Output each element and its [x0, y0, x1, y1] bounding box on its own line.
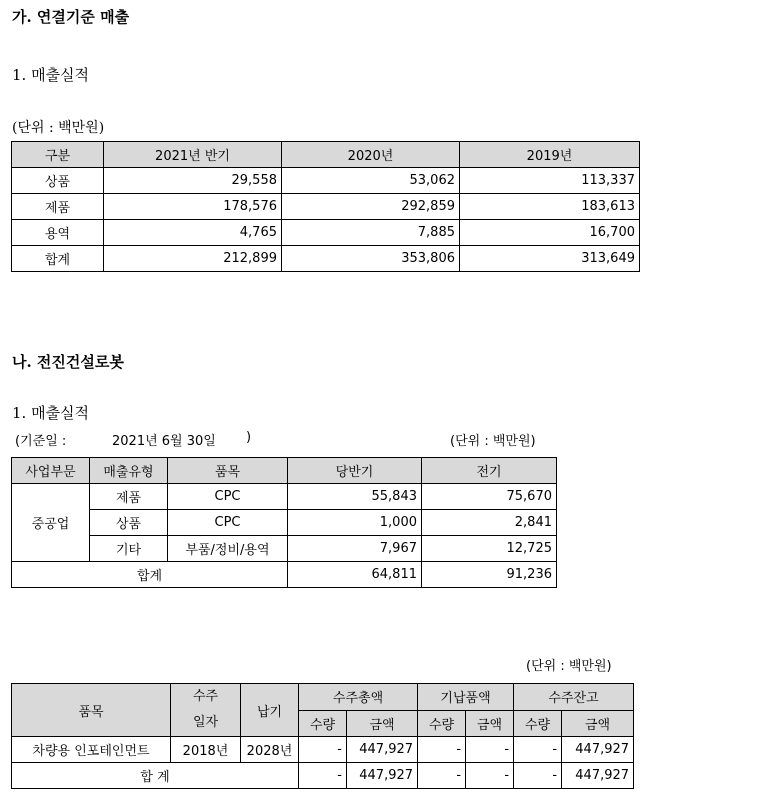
cell-value: 447,927 — [347, 763, 418, 789]
header-sales-type: 매출유형 — [90, 458, 168, 484]
header-2021h1: 2021년 반기 — [104, 142, 282, 168]
due-cell: 2028년 — [241, 737, 299, 763]
division-cell: 중공업 — [12, 484, 90, 562]
item-cell: 차량용 인포테인먼트 — [12, 737, 171, 763]
header-item: 품목 — [12, 684, 171, 737]
table-row — [12, 220, 640, 246]
cell-value: 313,649 — [460, 246, 640, 272]
consolidated-sales-table — [11, 141, 640, 272]
cell-value: 1,000 — [288, 510, 422, 536]
header-order-date: 수주 일자 — [171, 684, 241, 737]
cell-value: - — [299, 763, 347, 789]
cell-value: 447,927 — [562, 763, 634, 789]
cell-value: 447,927 — [347, 737, 418, 763]
header-division: 사업부문 — [12, 458, 90, 484]
section-b-subtitle: 1. 매출실적 — [12, 404, 90, 422]
cell-value: 7,885 — [282, 220, 460, 246]
section-a-title: 가. 연결기준 매출 — [12, 8, 130, 26]
table-row — [12, 168, 640, 194]
table-total-row — [12, 763, 634, 789]
table-row — [12, 194, 640, 220]
table-header-row — [12, 684, 634, 711]
cell-value: 16,700 — [460, 220, 640, 246]
section-b-unit: (단위 : 백만원) — [450, 434, 536, 449]
header-2019: 2019년 — [460, 142, 640, 168]
cell-value: 178,576 — [104, 194, 282, 220]
total-label: 합계 — [12, 562, 288, 588]
row-label: 용역 — [12, 220, 104, 246]
table-total-row — [12, 246, 640, 272]
header-qty: 수량 — [418, 710, 466, 737]
header-item: 품목 — [168, 458, 288, 484]
row-label: 상품 — [12, 168, 104, 194]
order-date-cell: 2018년 — [171, 737, 241, 763]
cell-value: - — [466, 763, 514, 789]
cell-value: 292,859 — [282, 194, 460, 220]
sales-type-cell: 기타 — [90, 536, 168, 562]
header-backlog: 수주잔고 — [514, 684, 634, 711]
cell-value: 64,811 — [288, 562, 422, 588]
header-qty: 수량 — [299, 710, 347, 737]
table-row — [12, 484, 557, 510]
header-amount: 금액 — [347, 710, 418, 737]
base-date-value: 2021년 6월 30일 — [112, 434, 216, 449]
section-c-unit: (단위 : 백만원) — [526, 659, 612, 674]
cell-value: 53,062 — [282, 168, 460, 194]
cell-value: 353,806 — [282, 246, 460, 272]
cell-value: 29,558 — [104, 168, 282, 194]
header-qty: 수량 — [514, 710, 562, 737]
item-cell: CPC — [168, 484, 288, 510]
sales-type-cell: 상품 — [90, 510, 168, 536]
cell-value: - — [299, 737, 347, 763]
section-a-subtitle: 1. 매출실적 — [12, 66, 90, 84]
cell-value: - — [418, 763, 466, 789]
section-b-title: 나. 전진건설로봇 — [12, 353, 124, 371]
cell-value: 113,337 — [460, 168, 640, 194]
header-2020: 2020년 — [282, 142, 460, 168]
cell-value: 183,613 — [460, 194, 640, 220]
total-label: 합 계 — [12, 763, 299, 789]
base-date-close: ) — [246, 430, 252, 445]
table-header-row — [12, 142, 640, 168]
item-cell: CPC — [168, 510, 288, 536]
robot-sales-table — [11, 457, 557, 588]
cell-value: 12,725 — [422, 536, 557, 562]
header-delivered: 기납품액 — [418, 684, 514, 711]
row-label: 제품 — [12, 194, 104, 220]
sales-type-cell: 제품 — [90, 484, 168, 510]
cell-value: - — [514, 737, 562, 763]
table-total-row — [12, 562, 557, 588]
table-header-row — [12, 458, 557, 484]
header-due: 납기 — [241, 684, 299, 737]
header-amount: 금액 — [466, 710, 514, 737]
row-label: 합계 — [12, 246, 104, 272]
header-category: 구분 — [12, 142, 104, 168]
order-backlog-table — [11, 683, 634, 789]
cell-value: 2,841 — [422, 510, 557, 536]
cell-value: - — [418, 737, 466, 763]
header-current-half: 당반기 — [288, 458, 422, 484]
item-cell: 부품/정비/용역 — [168, 536, 288, 562]
cell-value: - — [466, 737, 514, 763]
base-date-label: (기준일 : — [15, 434, 67, 449]
cell-value: 75,670 — [422, 484, 557, 510]
header-order-total: 수주총액 — [299, 684, 418, 711]
cell-value: 447,927 — [562, 737, 634, 763]
header-previous: 전기 — [422, 458, 557, 484]
cell-value: 4,765 — [104, 220, 282, 246]
table-row — [12, 510, 557, 536]
table-row — [12, 536, 557, 562]
cell-value: 7,967 — [288, 536, 422, 562]
header-amount: 금액 — [562, 710, 634, 737]
cell-value: 212,899 — [104, 246, 282, 272]
cell-value: - — [514, 763, 562, 789]
cell-value: 55,843 — [288, 484, 422, 510]
section-a-unit: (단위 : 백만원) — [12, 120, 105, 136]
cell-value: 91,236 — [422, 562, 557, 588]
table-row — [12, 737, 634, 763]
